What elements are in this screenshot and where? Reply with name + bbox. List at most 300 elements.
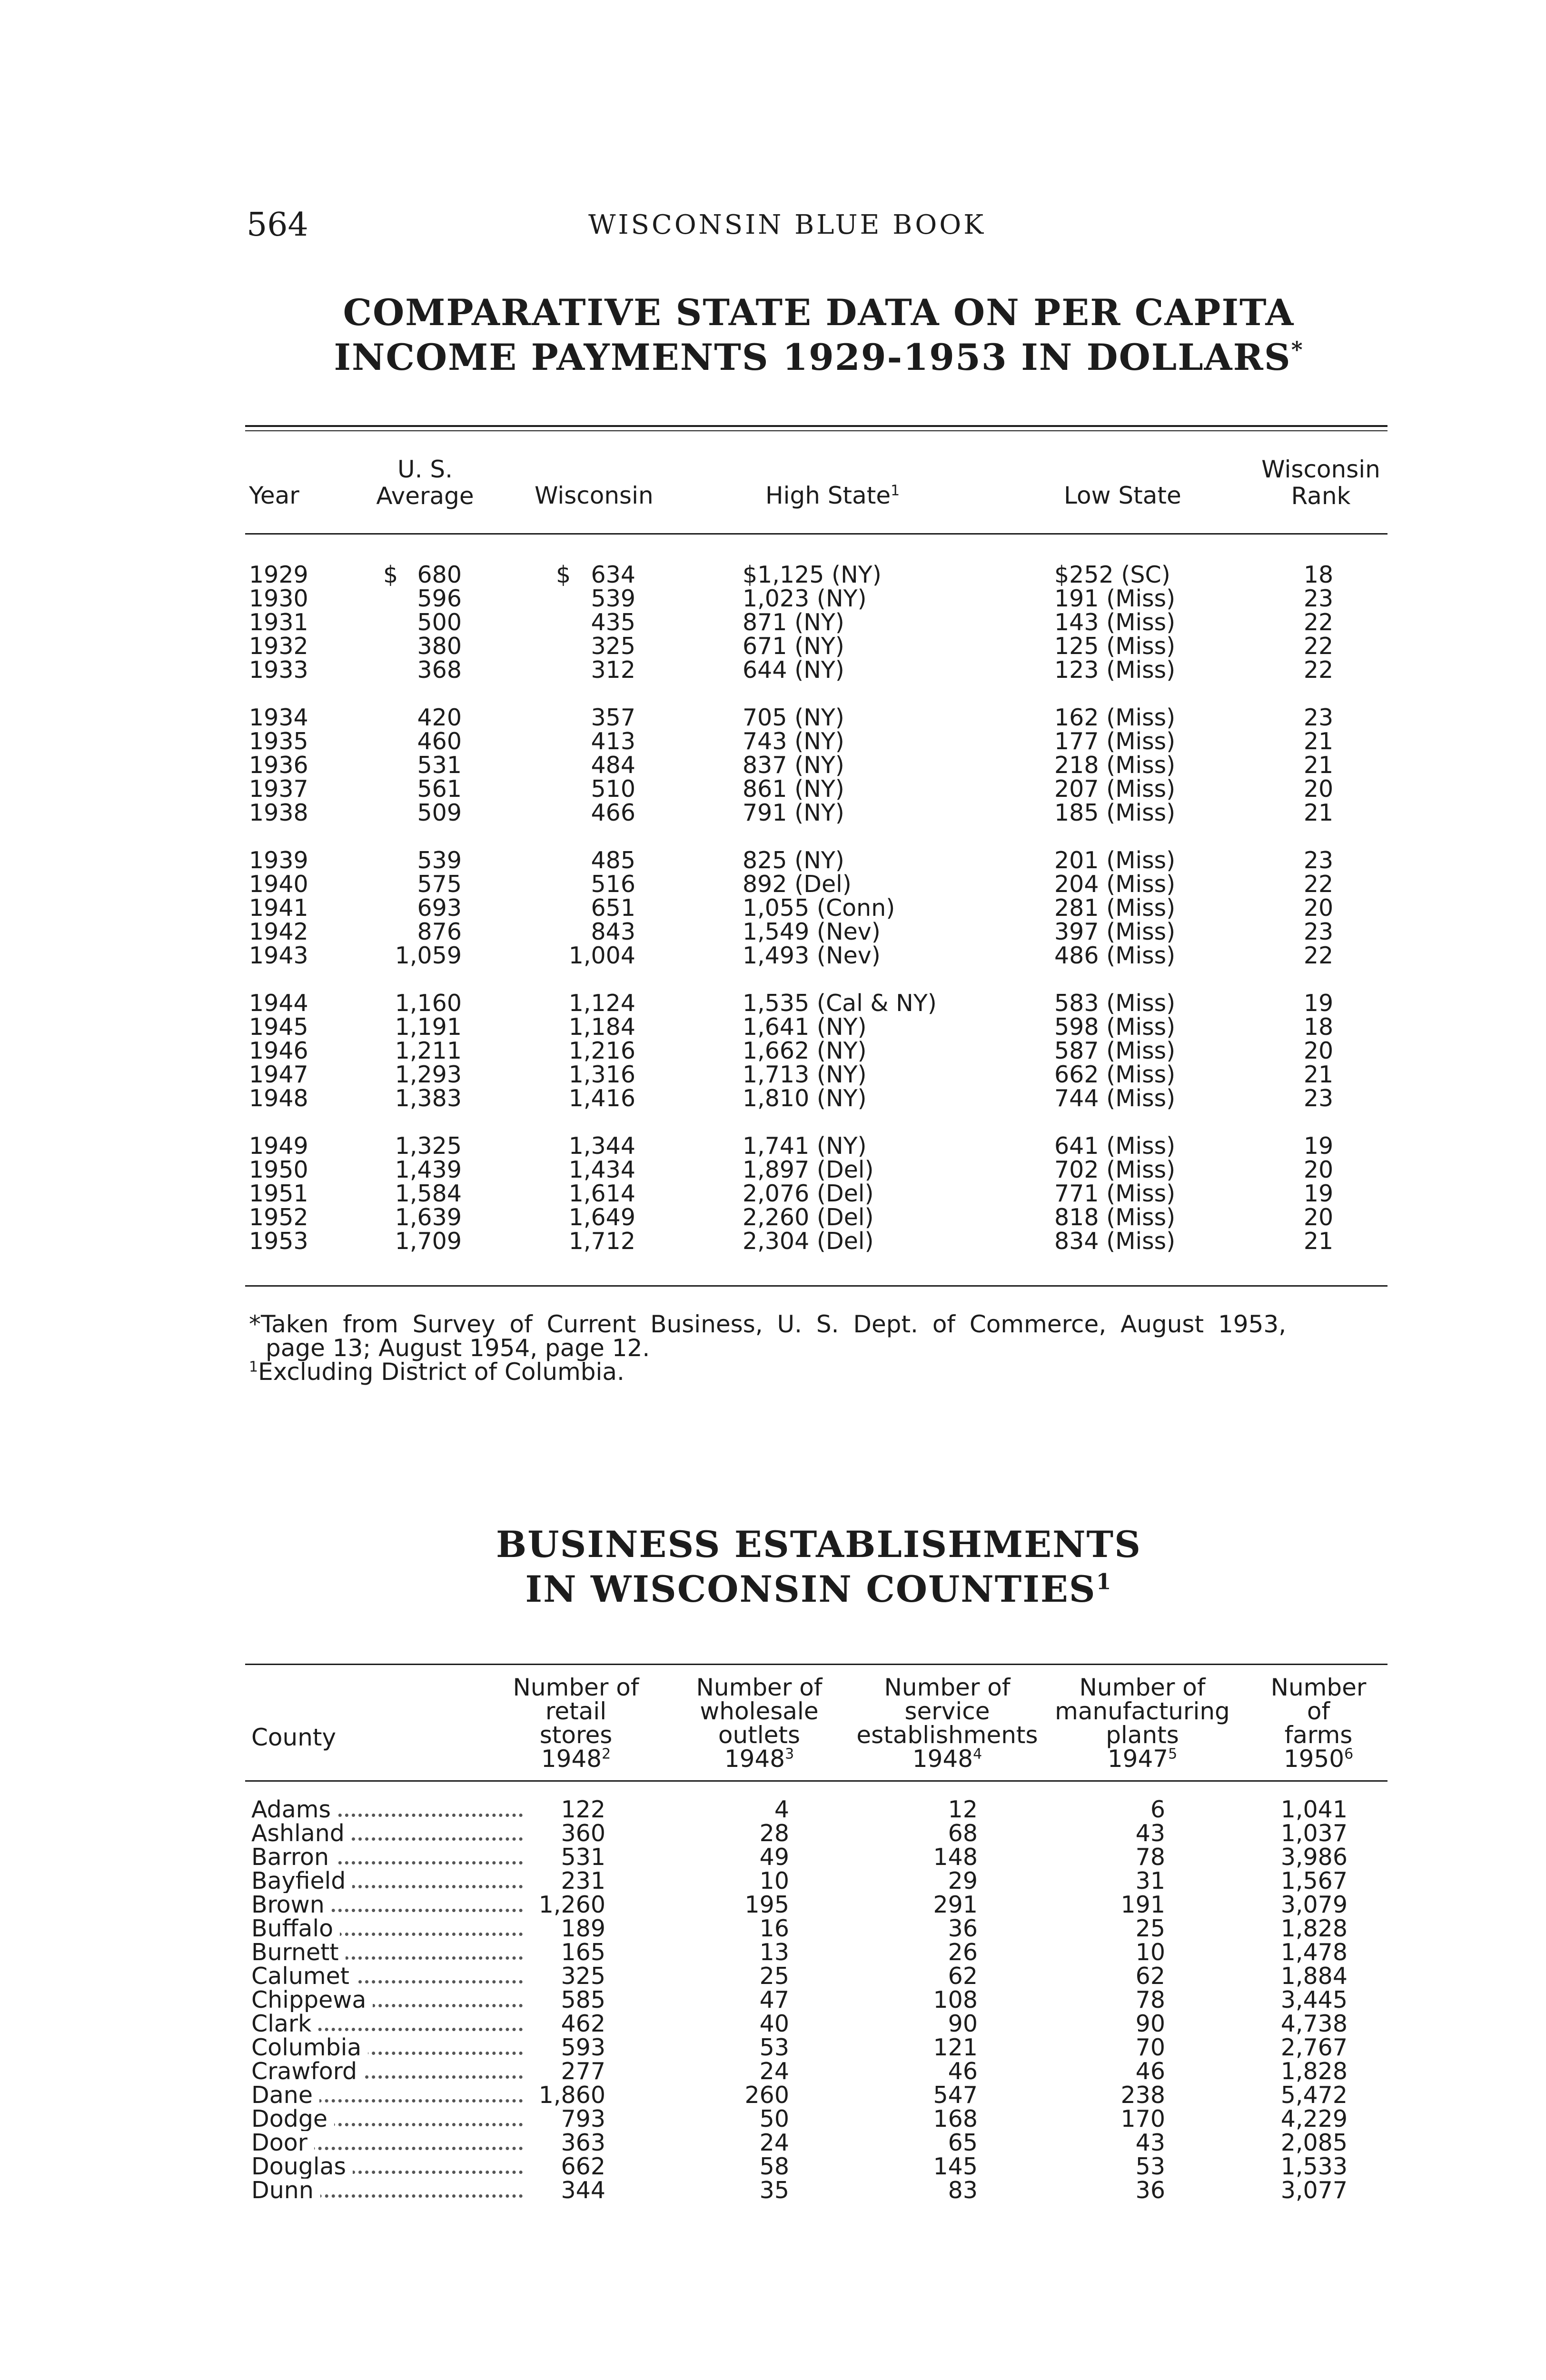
- table2-header-rule: [245, 1780, 1387, 1782]
- col-high-state-header: High State$^1$: [765, 482, 900, 509]
- us-average-cell: 1,293: [395, 1061, 462, 1088]
- manufacturing-plants-cell: 31: [1135, 1867, 1165, 1894]
- wisconsin-cell: 634: [591, 561, 635, 588]
- wisconsin-cell: 435: [591, 609, 635, 636]
- table1-bottom-rule: [245, 1285, 1387, 1287]
- wisconsin-cell: 312: [591, 656, 635, 684]
- high-state-cell: 1,897 (Del): [743, 1156, 874, 1183]
- wisconsin-rank-cell: 23: [1303, 847, 1334, 874]
- year-cell: 1953: [249, 1228, 308, 1255]
- wisconsin-cell: 325: [591, 633, 635, 660]
- us-average-cell: 1,383: [395, 1085, 462, 1112]
- wisconsin-rank-cell: 20: [1303, 1204, 1334, 1231]
- year-cell: 1945: [249, 1013, 308, 1041]
- county-cell: [251, 1869, 527, 1893]
- farms-cell: 2,767: [1280, 2034, 1348, 2061]
- county-name: Adams: [251, 1798, 337, 1822]
- us-average-cell: 561: [417, 775, 462, 803]
- col-manufacturing-header: Number of manufacturing plants 1947$^5$: [1055, 1674, 1230, 1773]
- wholesale-outlets-cell: 24: [759, 2129, 789, 2156]
- low-state-cell: 177 (Miss): [1054, 728, 1176, 755]
- high-state-cell: 2,304 (Del): [743, 1228, 874, 1255]
- wisconsin-cell: 1,416: [568, 1085, 635, 1112]
- us-average-cell: 531: [417, 752, 462, 779]
- service-establishments-cell: 83: [948, 2177, 978, 2204]
- farms-cell: 1,828: [1280, 1915, 1348, 1942]
- high-state-cell: 791 (NY): [743, 799, 844, 826]
- low-state-cell: 583 (Miss): [1054, 990, 1176, 1017]
- col-wisconsin-header: Wisconsin: [535, 482, 654, 509]
- us-average-cell: 693: [417, 894, 462, 922]
- wi-dollar-sign: $: [556, 561, 571, 588]
- wholesale-outlets-cell: 58: [759, 2153, 789, 2180]
- wisconsin-cell: 1,344: [568, 1132, 635, 1160]
- farms-cell: 1,041: [1280, 1796, 1348, 1823]
- wisconsin-rank-cell: 18: [1303, 561, 1334, 588]
- wisconsin-cell: 843: [591, 918, 635, 945]
- county-cell: [251, 2155, 527, 2179]
- service-establishments-cell: 26: [948, 1939, 978, 1966]
- wisconsin-rank-cell: 20: [1303, 1156, 1334, 1183]
- wisconsin-cell: 1,614: [568, 1180, 635, 1207]
- us-average-cell: 1,211: [395, 1037, 462, 1064]
- us-average-cell: 1,584: [395, 1180, 462, 1207]
- year-cell: 1948: [249, 1085, 308, 1112]
- county-name: Brown: [251, 1893, 331, 1917]
- high-state-cell: 1,810 (NY): [743, 1085, 867, 1112]
- year-cell: 1930: [249, 585, 308, 612]
- county-name: Buffalo: [251, 1917, 340, 1941]
- year-cell: 1935: [249, 728, 308, 755]
- manufacturing-plants-cell: 6: [1150, 1796, 1165, 1823]
- wholesale-outlets-cell: 195: [744, 1891, 789, 1918]
- low-state-cell: 771 (Miss): [1054, 1180, 1176, 1207]
- farms-cell: 1,567: [1280, 1867, 1348, 1894]
- wisconsin-cell: 1,184: [568, 1013, 635, 1041]
- county-cell: [251, 1988, 527, 2012]
- wisconsin-rank-cell: 21: [1303, 1228, 1334, 1255]
- retail-stores-cell: 585: [561, 1986, 605, 2013]
- high-state-cell: 2,076 (Del): [743, 1180, 874, 1207]
- table2-top-rule: [245, 1664, 1387, 1665]
- farms-cell: 1,884: [1280, 1963, 1348, 1990]
- us-average-cell: 1,325: [395, 1132, 462, 1160]
- high-state-cell: 1,535 (Cal & NY): [743, 990, 937, 1017]
- year-cell: 1950: [249, 1156, 308, 1183]
- low-state-cell: 143 (Miss): [1054, 609, 1176, 636]
- low-state-cell: 834 (Miss): [1054, 1228, 1176, 1255]
- year-cell: 1947: [249, 1061, 308, 1088]
- low-state-cell: 125 (Miss): [1054, 633, 1176, 660]
- footnote-source-cont: page 13; August 1954, page 12.: [266, 1334, 650, 1362]
- wholesale-outlets-cell: 24: [759, 2058, 789, 2085]
- wisconsin-cell: 1,649: [568, 1204, 635, 1231]
- year-cell: 1929: [249, 561, 308, 588]
- us-average-cell: 1,191: [395, 1013, 462, 1041]
- retail-stores-cell: 344: [561, 2177, 605, 2204]
- county-name: Columbia: [251, 2036, 368, 2060]
- retail-stores-cell: 462: [561, 2010, 605, 2037]
- year-cell: 1938: [249, 799, 308, 826]
- col-retail-header: Number of retail stores 1948$^2$: [513, 1674, 639, 1773]
- us-average-cell: 680: [417, 561, 462, 588]
- col-county-header: County: [251, 1724, 337, 1751]
- manufacturing-plants-cell: 43: [1135, 2129, 1165, 2156]
- low-state-cell: 818 (Miss): [1054, 1204, 1176, 1231]
- wisconsin-rank-cell: 21: [1303, 799, 1334, 826]
- wholesale-outlets-cell: 10: [759, 1867, 789, 1894]
- year-cell: 1946: [249, 1037, 308, 1064]
- col-year-header: Year: [249, 482, 299, 509]
- low-state-cell: 191 (Miss): [1054, 585, 1176, 612]
- low-state-cell: 162 (Miss): [1054, 704, 1176, 731]
- wisconsin-cell: 1,124: [568, 990, 635, 1017]
- wisconsin-cell: 510: [591, 775, 635, 803]
- year-cell: 1944: [249, 990, 308, 1017]
- table1-top-rule: [245, 425, 1387, 427]
- retail-stores-cell: 325: [561, 1963, 605, 1990]
- us-average-cell: 1,160: [395, 990, 462, 1017]
- us-average-cell: 380: [417, 633, 462, 660]
- retail-stores-cell: 793: [561, 2105, 605, 2132]
- manufacturing-plants-cell: 25: [1135, 1915, 1165, 1942]
- low-state-cell: 207 (Miss): [1054, 775, 1176, 803]
- county-cell: [251, 2060, 527, 2083]
- table1-title-line2: INCOME PAYMENTS 1929-1953 IN DOLLARS*: [334, 336, 1304, 378]
- table1-title-line1: COMPARATIVE STATE DATA ON PER CAPITA: [343, 291, 1295, 334]
- service-establishments-cell: 65: [948, 2129, 978, 2156]
- county-name: Dane: [251, 2083, 319, 2107]
- low-state-cell: 641 (Miss): [1054, 1132, 1176, 1160]
- retail-stores-cell: 277: [561, 2058, 605, 2085]
- year-cell: 1952: [249, 1204, 308, 1231]
- county-cell: [251, 2179, 527, 2202]
- retail-stores-cell: 165: [561, 1939, 605, 1966]
- county-name: Bayfield: [251, 1869, 352, 1893]
- retail-stores-cell: 363: [561, 2129, 605, 2156]
- wisconsin-rank-cell: 23: [1303, 585, 1334, 612]
- wisconsin-rank-cell: 23: [1303, 704, 1334, 731]
- county-name: Burnett: [251, 1941, 346, 1964]
- high-state-cell: 1,055 (Conn): [743, 894, 895, 922]
- county-name: Dodge: [251, 2107, 334, 2131]
- farms-cell: 5,472: [1280, 2082, 1348, 2109]
- high-state-cell: 743 (NY): [743, 728, 844, 755]
- farms-cell: 3,445: [1280, 1986, 1348, 2013]
- county-name: Barron: [251, 1845, 336, 1869]
- us-average-cell: 1,439: [395, 1156, 462, 1183]
- county-cell: [251, 2083, 527, 2107]
- low-state-cell: 702 (Miss): [1054, 1156, 1176, 1183]
- retail-stores-cell: 531: [561, 1844, 605, 1871]
- service-establishments-cell: 168: [933, 2105, 978, 2132]
- high-state-cell: 1,493 (Nev): [743, 942, 881, 969]
- table1-title-footnote-mark: *: [1291, 337, 1304, 363]
- county-name: Dunn: [251, 2179, 320, 2202]
- low-state-cell: 662 (Miss): [1054, 1061, 1176, 1088]
- wholesale-outlets-cell: 53: [759, 2034, 789, 2061]
- wholesale-outlets-cell: 50: [759, 2105, 789, 2132]
- wisconsin-rank-cell: 18: [1303, 1013, 1334, 1041]
- wisconsin-rank-cell: 22: [1303, 633, 1334, 660]
- retail-stores-cell: 1,860: [538, 2082, 605, 2109]
- wisconsin-rank-cell: 19: [1303, 1132, 1334, 1160]
- table2-title-line1: BUSINESS ESTABLISHMENTS: [496, 1523, 1141, 1566]
- table1-top-rule-2: [245, 430, 1387, 431]
- manufacturing-plants-cell: 170: [1120, 2105, 1165, 2132]
- low-state-cell: 201 (Miss): [1054, 847, 1176, 874]
- farms-cell: 1,037: [1280, 1820, 1348, 1847]
- wisconsin-rank-cell: 23: [1303, 918, 1334, 945]
- table2-title-footnote-mark: 1: [1096, 1568, 1112, 1595]
- running-head: WISCONSIN BLUE BOOK: [588, 209, 986, 240]
- wholesale-outlets-cell: 47: [759, 1986, 789, 2013]
- county-name: Ashland: [251, 1822, 351, 1845]
- low-state-cell: 123 (Miss): [1054, 656, 1176, 684]
- county-cell: [251, 2131, 527, 2155]
- wholesale-outlets-cell: 28: [759, 1820, 789, 1847]
- us-average-cell: 1,059: [395, 942, 462, 969]
- county-cell: [251, 1964, 527, 1988]
- service-establishments-cell: 36: [948, 1915, 978, 1942]
- manufacturing-plants-cell: 78: [1135, 1844, 1165, 1871]
- year-cell: 1932: [249, 633, 308, 660]
- county-cell: [251, 2036, 527, 2060]
- farms-cell: 1,533: [1280, 2153, 1348, 2180]
- low-state-cell: 587 (Miss): [1054, 1037, 1176, 1064]
- wisconsin-rank-cell: 22: [1303, 609, 1334, 636]
- col-wisconsin-rank-header: Wisconsin Rank: [1261, 456, 1380, 510]
- wholesale-outlets-cell: 16: [759, 1915, 789, 1942]
- wisconsin-rank-cell: 22: [1303, 656, 1334, 684]
- page-number: 564: [247, 206, 308, 244]
- wholesale-outlets-cell: 40: [759, 2010, 789, 2037]
- high-state-cell: 825 (NY): [743, 847, 844, 874]
- high-state-cell: 705 (NY): [743, 704, 844, 731]
- retail-stores-cell: 189: [561, 1915, 605, 1942]
- low-state-cell: $252 (SC): [1054, 561, 1170, 588]
- farms-cell: 4,738: [1280, 2010, 1348, 2037]
- wisconsin-cell: 651: [591, 894, 635, 922]
- us-average-cell: 1,639: [395, 1204, 462, 1231]
- manufacturing-plants-cell: 36: [1135, 2177, 1165, 2204]
- low-state-cell: 598 (Miss): [1054, 1013, 1176, 1041]
- wholesale-outlets-cell: 35: [759, 2177, 789, 2204]
- high-state-cell: 892 (Del): [743, 871, 852, 898]
- service-establishments-cell: 12: [948, 1796, 978, 1823]
- farms-cell: 4,229: [1280, 2105, 1348, 2132]
- us-average-cell: 539: [417, 847, 462, 874]
- wisconsin-cell: 357: [591, 704, 635, 731]
- county-name: Calumet: [251, 1964, 356, 1988]
- wisconsin-rank-cell: 20: [1303, 894, 1334, 922]
- wholesale-outlets-cell: 25: [759, 1963, 789, 1990]
- manufacturing-plants-cell: 238: [1120, 2082, 1165, 2109]
- retail-stores-cell: 593: [561, 2034, 605, 2061]
- county-cell: [251, 1798, 527, 1822]
- county-name: Crawford: [251, 2060, 364, 2083]
- manufacturing-plants-cell: 10: [1135, 1939, 1165, 1966]
- us-average-cell: 575: [417, 871, 462, 898]
- wholesale-outlets-cell: 13: [759, 1939, 789, 1966]
- high-state-cell: 837 (NY): [743, 752, 844, 779]
- table2-title: [248, 1522, 1390, 1612]
- farms-cell: 1,478: [1280, 1939, 1348, 1966]
- wholesale-outlets-cell: 49: [759, 1844, 789, 1871]
- year-cell: 1933: [249, 656, 308, 684]
- manufacturing-plants-cell: 53: [1135, 2153, 1165, 2180]
- wisconsin-rank-cell: 22: [1303, 942, 1334, 969]
- manufacturing-plants-cell: 46: [1135, 2058, 1165, 2085]
- county-cell: [251, 1917, 527, 1941]
- farms-cell: 3,986: [1280, 1844, 1348, 1871]
- county-cell: [251, 1941, 527, 1964]
- table1-title: [248, 290, 1390, 380]
- low-state-cell: 744 (Miss): [1054, 1085, 1176, 1112]
- county-name: Clark: [251, 2012, 318, 2036]
- farms-cell: 3,079: [1280, 1891, 1348, 1918]
- wholesale-outlets-cell: 4: [774, 1796, 789, 1823]
- high-state-cell: 1,023 (NY): [743, 585, 867, 612]
- service-establishments-cell: 29: [948, 1867, 978, 1894]
- high-state-cell: 2,260 (Del): [743, 1204, 874, 1231]
- high-state-cell: 644 (NY): [743, 656, 844, 684]
- footnote-1: $^1$Excluding District of Columbia.: [249, 1358, 624, 1386]
- service-establishments-cell: 108: [933, 1986, 978, 2013]
- wisconsin-cell: 516: [591, 871, 635, 898]
- high-state-cell: 1,741 (NY): [743, 1132, 867, 1160]
- high-state-cell: 861 (NY): [743, 775, 844, 803]
- us-dollar-sign: $: [383, 561, 398, 588]
- service-establishments-cell: 46: [948, 2058, 978, 2085]
- low-state-cell: 281 (Miss): [1054, 894, 1176, 922]
- high-state-cell: 1,662 (NY): [743, 1037, 867, 1064]
- county-cell: [251, 1845, 527, 1869]
- wisconsin-cell: 539: [591, 585, 635, 612]
- wisconsin-cell: 1,216: [568, 1037, 635, 1064]
- col-farms-header: Number of farms 1950$^6$: [1270, 1674, 1367, 1773]
- farms-cell: 2,085: [1280, 2129, 1348, 2156]
- high-state-cell: 871 (NY): [743, 609, 844, 636]
- us-average-cell: 1,709: [395, 1228, 462, 1255]
- manufacturing-plants-cell: 70: [1135, 2034, 1165, 2061]
- year-cell: 1931: [249, 609, 308, 636]
- us-average-cell: 509: [417, 799, 462, 826]
- service-establishments-cell: 148: [933, 1844, 978, 1871]
- col-us-average-header: U. S. Average: [376, 456, 474, 510]
- low-state-cell: 185 (Miss): [1054, 799, 1176, 826]
- year-cell: 1949: [249, 1132, 308, 1160]
- wisconsin-rank-cell: 21: [1303, 752, 1334, 779]
- year-cell: 1936: [249, 752, 308, 779]
- service-establishments-cell: 121: [933, 2034, 978, 2061]
- wisconsin-cell: 1,434: [568, 1156, 635, 1183]
- manufacturing-plants-cell: 191: [1120, 1891, 1165, 1918]
- high-state-cell: 671 (NY): [743, 633, 844, 660]
- high-state-cell: 1,549 (Nev): [743, 918, 881, 945]
- wisconsin-rank-cell: 19: [1303, 990, 1334, 1017]
- us-average-cell: 596: [417, 585, 462, 612]
- retail-stores-cell: 360: [561, 1820, 605, 1847]
- service-establishments-cell: 547: [933, 2082, 978, 2109]
- low-state-cell: 204 (Miss): [1054, 871, 1176, 898]
- wisconsin-rank-cell: 23: [1303, 1085, 1334, 1112]
- us-average-cell: 368: [417, 656, 462, 684]
- high-state-cell: 1,641 (NY): [743, 1013, 867, 1041]
- retail-stores-cell: 1,260: [538, 1891, 605, 1918]
- wisconsin-rank-cell: 21: [1303, 728, 1334, 755]
- year-cell: 1951: [249, 1180, 308, 1207]
- us-average-cell: 460: [417, 728, 462, 755]
- wisconsin-cell: 1,712: [568, 1228, 635, 1255]
- service-establishments-cell: 90: [948, 2010, 978, 2037]
- wisconsin-cell: 1,004: [568, 942, 635, 969]
- wisconsin-cell: 1,316: [568, 1061, 635, 1088]
- wisconsin-rank-cell: 20: [1303, 775, 1334, 803]
- col-service-header: Number of service establishments 1948$^4$: [856, 1674, 1038, 1773]
- county-name: Douglas: [251, 2155, 353, 2179]
- county-name: Door: [251, 2131, 314, 2155]
- service-establishments-cell: 62: [948, 1963, 978, 1990]
- wisconsin-rank-cell: 22: [1303, 871, 1334, 898]
- high-state-cell: 1,713 (NY): [743, 1061, 867, 1088]
- table2-title-line2: IN WISCONSIN COUNTIES$^1$: [525, 1568, 1112, 1610]
- year-cell: 1937: [249, 775, 308, 803]
- retail-stores-cell: 122: [561, 1796, 605, 1823]
- county-cell: [251, 2012, 527, 2036]
- manufacturing-plants-cell: 78: [1135, 1986, 1165, 2013]
- footnote-source: *Taken from Survey of Current Business, U. S. Dept. of Commerce, August 1953,: [249, 1310, 1287, 1338]
- county-name: Chippewa: [251, 1988, 373, 2012]
- us-average-cell: 420: [417, 704, 462, 731]
- retail-stores-cell: 231: [561, 1867, 605, 1894]
- year-cell: 1939: [249, 847, 308, 874]
- county-cell: [251, 1822, 527, 1845]
- wisconsin-rank-cell: 20: [1303, 1037, 1334, 1064]
- wisconsin-cell: 413: [591, 728, 635, 755]
- table1-header-rule: [245, 533, 1387, 535]
- low-state-cell: 218 (Miss): [1054, 752, 1176, 779]
- wisconsin-rank-cell: 19: [1303, 1180, 1334, 1207]
- wholesale-outlets-cell: 260: [744, 2082, 789, 2109]
- county-cell: [251, 1893, 527, 1917]
- service-establishments-cell: 68: [948, 1820, 978, 1847]
- wisconsin-cell: 484: [591, 752, 635, 779]
- wisconsin-rank-cell: 21: [1303, 1061, 1334, 1088]
- wisconsin-cell: 466: [591, 799, 635, 826]
- year-cell: 1940: [249, 871, 308, 898]
- farms-cell: 3,077: [1280, 2177, 1348, 2204]
- county-cell: [251, 2107, 527, 2131]
- manufacturing-plants-cell: 62: [1135, 1963, 1165, 1990]
- year-cell: 1942: [249, 918, 308, 945]
- wisconsin-cell: 485: [591, 847, 635, 874]
- service-establishments-cell: 291: [933, 1891, 978, 1918]
- low-state-cell: 486 (Miss): [1054, 942, 1176, 969]
- year-cell: 1934: [249, 704, 308, 731]
- manufacturing-plants-cell: 90: [1135, 2010, 1165, 2037]
- farms-cell: 1,828: [1280, 2058, 1348, 2085]
- col-wholesale-header: Number of wholesale outlets 1948$^3$: [696, 1674, 823, 1773]
- retail-stores-cell: 662: [561, 2153, 605, 2180]
- year-cell: 1941: [249, 894, 308, 922]
- us-average-cell: 500: [417, 609, 462, 636]
- high-state-cell: $1,125 (NY): [743, 561, 882, 588]
- service-establishments-cell: 145: [933, 2153, 978, 2180]
- manufacturing-plants-cell: 43: [1135, 1820, 1165, 1847]
- us-average-cell: 876: [417, 918, 462, 945]
- col-low-state-header: Low State: [1064, 482, 1181, 509]
